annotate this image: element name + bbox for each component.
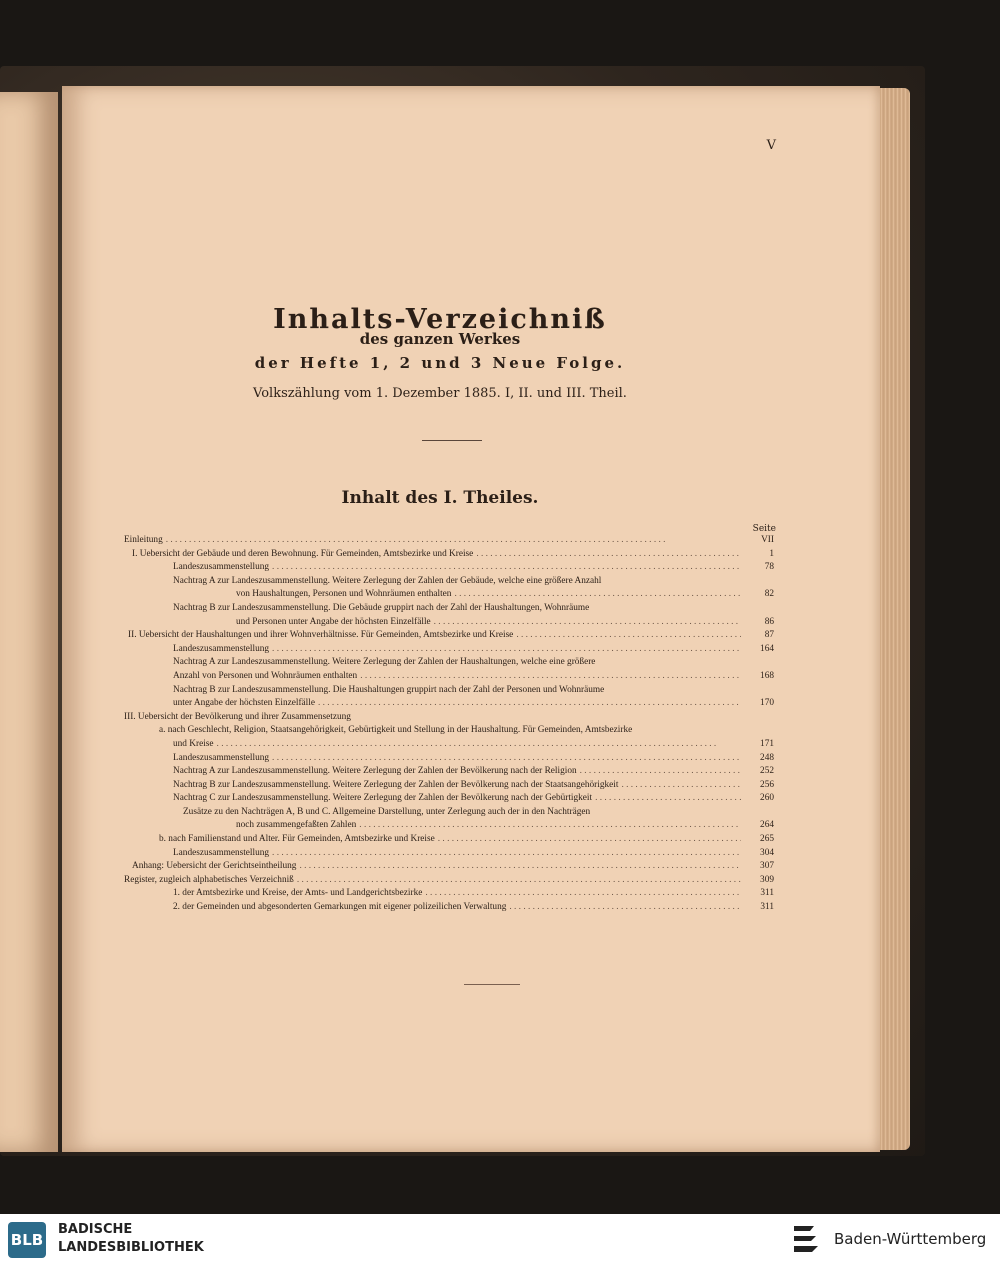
toc-entry: noch zusammengefaßten Zahlen . . . 264 (124, 819, 774, 833)
document-title: Inhalts-Verzeichniß (273, 304, 607, 335)
table-of-contents (124, 534, 774, 915)
subtitle-line1: des ganzen Werkes (359, 330, 521, 348)
toc-entry: Landeszusammenstellung . . . 78 (124, 561, 774, 575)
subtitle-line2: der Hefte 1, 2 und 3 Neue Folge. (254, 354, 626, 372)
baden-wuerttemberg-lions-icon (790, 1222, 822, 1258)
toc-entry: 1. der Amtsbezirke und Kreise, der Amts- und Landgerichtsbezirke . . . 311 (124, 887, 774, 901)
section-title: Inhalt des I. Theiles. (341, 488, 539, 508)
left-page-edge (0, 92, 58, 1152)
toc-entry: Anhang: Uebersicht der Gerichtseintheilung . . . 307 (124, 860, 774, 874)
toc-entry: Nachtrag B zur Landeszusammenstellung. Weitere Zerlegung der Zahlen der Bevölkerung nach der Staatsangehörigkeit . . . 256 (124, 779, 774, 793)
toc-entry: Zusätze zu den Nachträgen A, B und C. Allgemeine Darstellung, unter Zerlegung auch der in den Nachträgen (183, 806, 591, 817)
state-name: Baden-Württemberg (834, 1230, 987, 1248)
page-number: V (766, 138, 776, 153)
toc-entry: III. Uebersicht der Bevölkerung und ihrer Zusammensetzung (124, 711, 351, 722)
toc-entry: Landeszusammenstellung . . . 304 (124, 847, 774, 861)
toc-entry: b. nach Familienstand und Alter. Für Gemeinden, Amtsbezirke und Kreise . . . 265 (124, 833, 774, 847)
toc-entry: Nachtrag A zur Landeszusammenstellung. Weitere Zerlegung der Zahlen der Gebäude, welche eine größere Anzahl (173, 575, 602, 586)
divider-rule (464, 984, 520, 985)
document-page (62, 86, 880, 1152)
toc-entry: a. nach Geschlecht, Religion, Staatsangehörigkeit, Gebürtigkeit und Stellung in der Haushaltung. Für Gemeinden, Amtsbezirke (159, 725, 633, 736)
toc-entry: Nachtrag C zur Landeszusammenstellung. Weitere Zerlegung der Zahlen der Bevölkerung nach der Gebürtigkeit . . . 260 (124, 792, 774, 806)
toc-entry: Einleitung . . . VII (124, 534, 774, 548)
blb-logo[interactable]: BLB (8, 1222, 46, 1258)
page-column-label: Seite (752, 524, 776, 534)
toc-entry: und Kreise . . . 171 (124, 738, 774, 752)
toc-entry: Nachtrag B zur Landeszusammenstellung. Die Gebäude gruppirt nach der Zahl der Haushaltungen, Wohnräume (173, 602, 590, 613)
toc-entry: I. Uebersicht der Gebäude und deren Bewohnung. Für Gemeinden, Amtsbezirke und Kreise . . . 1 (124, 548, 774, 562)
divider-rule (422, 440, 482, 441)
toc-entry: II. Uebersicht der Haushaltungen und ihrer Wohnverhältnisse. Für Gemeinden, Amtsbezirke und Kreise . . . 87 (124, 629, 774, 643)
toc-entry: Landeszusammenstellung . . . 248 (124, 752, 774, 766)
toc-entry: 2. der Gemeinden und abgesonderten Gemarkungen mit eigener polizeilichen Verwaltung . . . 311 (124, 901, 774, 915)
toc-entry: unter Angabe der höchsten Einzelfälle . . . 170 (124, 697, 774, 711)
library-name-line1: BADISCHE (58, 1222, 133, 1237)
subtitle-line3: Volkszählung vom 1. Dezember 1885. I, II. und III. Theil. (253, 386, 627, 401)
toc-entry: Anzahl von Personen und Wohnräumen enthalten . . . 168 (124, 670, 774, 684)
footer-bar (0, 1214, 1000, 1265)
library-name-line2: LANDESBIBLIOTHEK (58, 1240, 204, 1255)
toc-entry: Landeszusammenstellung . . . 164 (124, 643, 774, 657)
toc-entry: Nachtrag B zur Landeszusammenstellung. Die Haushaltungen gruppirt nach der Zahl der Personen und Wohnräume (173, 684, 605, 695)
toc-entry: von Haushaltungen, Personen und Wohnräumen enthalten . . . 82 (124, 588, 774, 602)
toc-entry: Register, zugleich alphabetisches Verzeichniß . . . 309 (124, 874, 774, 888)
toc-entry: und Personen unter Angabe der höchsten Einzelfälle . . . 86 (124, 616, 774, 630)
toc-entry: Nachtrag A zur Landeszusammenstellung. Weitere Zerlegung der Zahlen der Haushaltungen, welche eine größere (173, 657, 596, 668)
toc-entry: Nachtrag A zur Landeszusammenstellung. Weitere Zerlegung der Zahlen der Bevölkerung nach der Religion . . . 252 (124, 765, 774, 779)
